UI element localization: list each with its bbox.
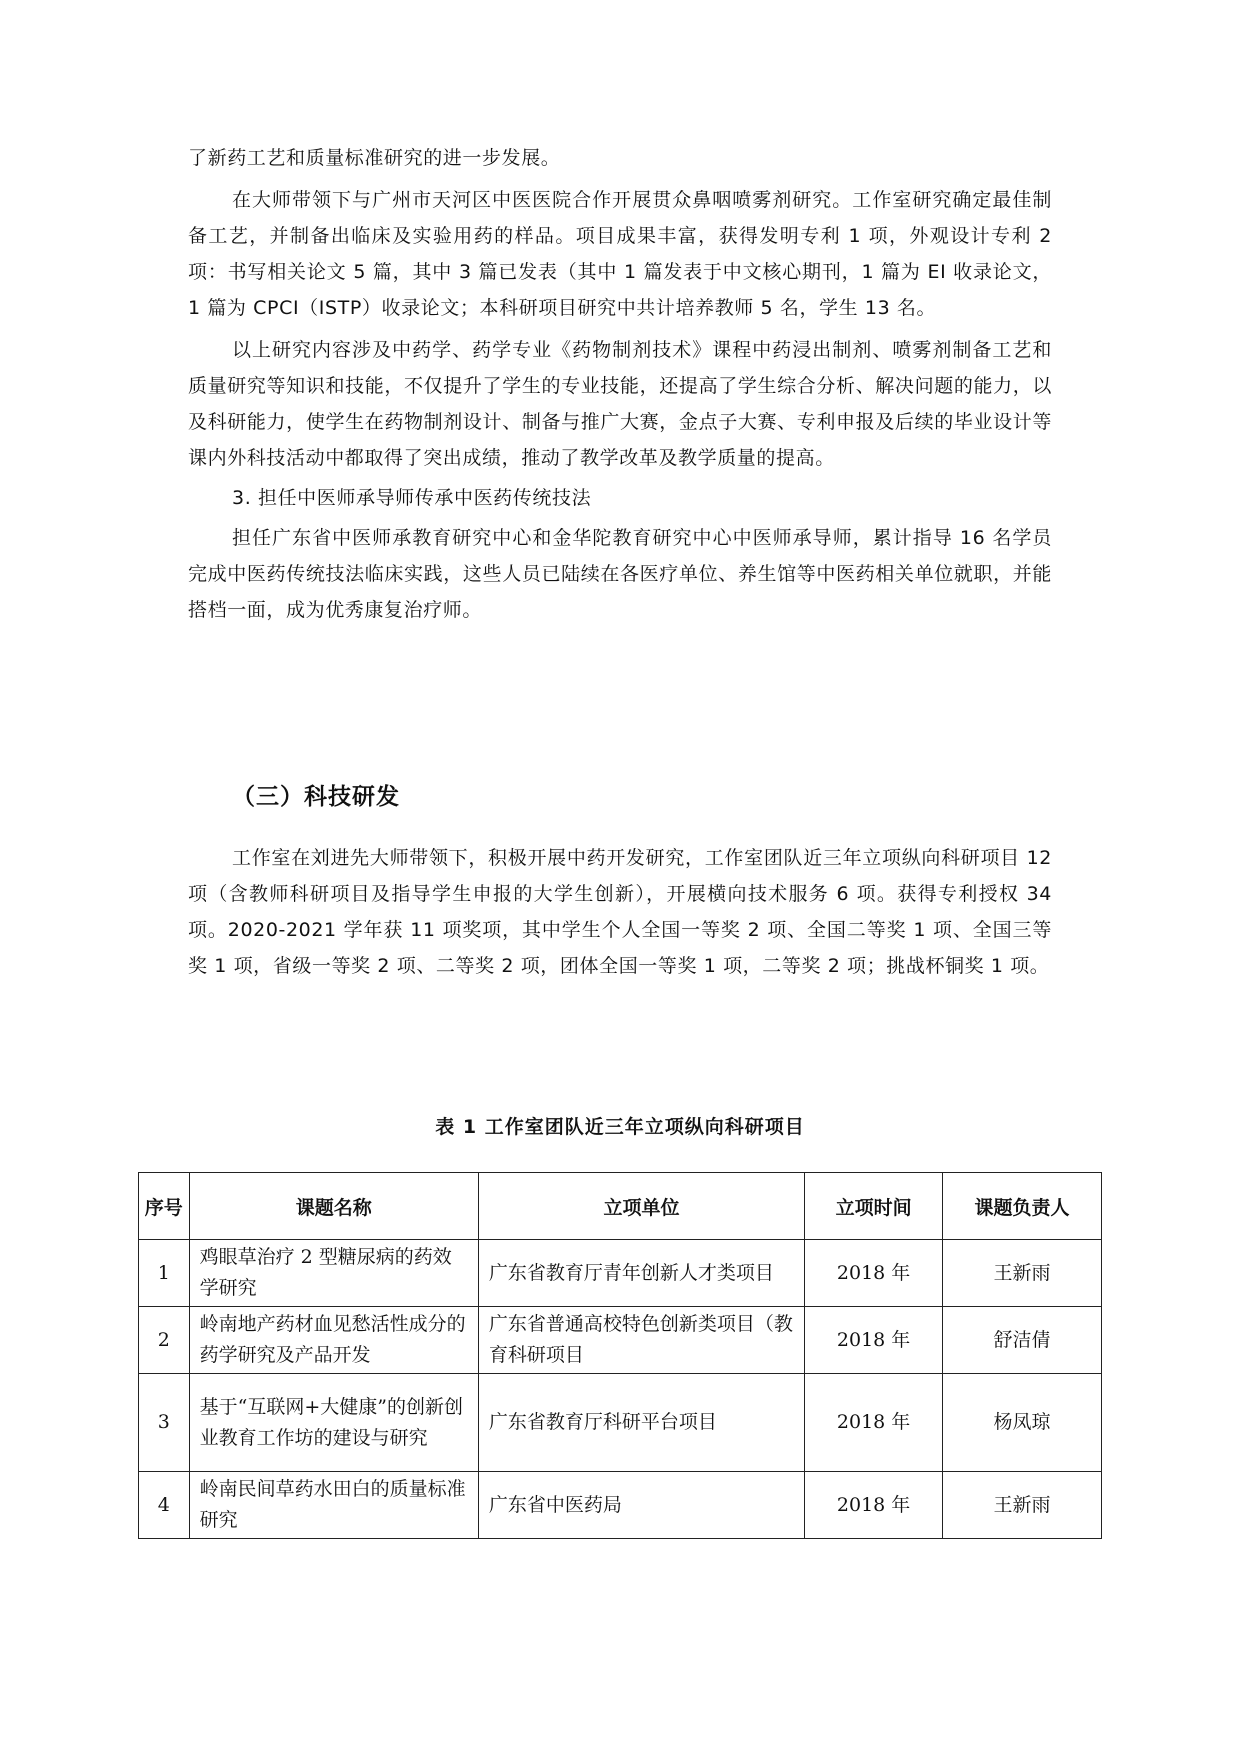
cell-title: 基于“互联网+大健康”的创新创业教育工作坊的建设与研究 — [189, 1374, 478, 1472]
cell-unit: 广东省中医药局 — [478, 1472, 804, 1539]
header-title: 课题名称 — [189, 1173, 478, 1240]
paragraph-course-content: 以上研究内容涉及中药学、药学专业《药物制剂技术》课程中药浸出制剂、喷雾剂制备工艺和质量研究等知识和技能，不仅提升了学生的专业技能，还提高了学生综合分析、解决问题的能力，以及科研能力，使学生在药物制剂设计、制备与推广大赛，金点子大赛、专利申报及后续的毕业设计等课内外科技活动中都取得了突出成绩，推动了教学改革及教学质量的提高。 — [188, 339, 1052, 469]
paragraph-continuation: 了新药工艺和质量标准研究的进一步发展。 — [188, 147, 561, 169]
header-unit: 立项单位 — [478, 1173, 804, 1240]
cell-year: 2018 年 — [805, 1472, 943, 1539]
cell-unit: 广东省教育厅青年创新人才类项目 — [478, 1240, 804, 1307]
subheading-mentor: 3. 担任中医师承导师传承中医药传统技法 — [232, 487, 592, 509]
header-year: 立项时间 — [805, 1173, 943, 1240]
cell-title: 岭南民间草药水田白的质量标准研究 — [189, 1472, 478, 1539]
cell-year: 2018 年 — [805, 1307, 943, 1374]
table-header-row — [139, 1173, 1102, 1240]
table-row — [139, 1307, 1102, 1374]
header-no: 序号 — [139, 1173, 190, 1240]
cell-lead: 舒洁倩 — [943, 1307, 1102, 1374]
table-row — [139, 1472, 1102, 1539]
cell-title: 岭南地产药材血见愁活性成分的药学研究及产品开发 — [189, 1307, 478, 1374]
cell-lead: 王新雨 — [943, 1472, 1102, 1539]
cell-no: 2 — [139, 1307, 190, 1374]
cell-unit: 广东省教育厅科研平台项目 — [478, 1374, 804, 1472]
cell-year: 2018 年 — [805, 1240, 943, 1307]
projects-table — [138, 1172, 1102, 1539]
header-lead: 课题负责人 — [943, 1173, 1102, 1240]
section-heading: （三）科技研发 — [232, 784, 400, 810]
cell-no: 4 — [139, 1472, 190, 1539]
cell-no: 1 — [139, 1240, 190, 1307]
paragraph-mentor: 担任广东省中医师承教育研究中心和金华陀教育研究中心中医师承导师，累计指导 16 名学员完成中医药传统技法临床实践，这些人员已陆续在各医疗单位、养生馆等中医药相关单位就职，并能搭档一面，成为优秀康复治疗师。 — [188, 527, 1052, 621]
cell-unit: 广东省普通高校特色创新类项目（教育科研项目 — [478, 1307, 804, 1374]
paragraph-research-summary: 工作室在刘进先大师带领下，积极开展中药开发研究，工作室团队近三年立项纵向科研项目 12 项（含教师科研项目及指导学生申报的大学生创新），开展横向技术服务 6 项。获得专利授权 34 项。2020-2021 学年获 11 项奖项，其中学生个人全国一等奖 2 项、全国二等奖 1 项、全国三等奖 1 项，省级一等奖 2 项、二等奖 2 项，团体全国一等奖 1 项，二等奖 2 项；挑战杯铜奖 1 项。 — [188, 847, 1052, 977]
research-text — [188, 840, 1052, 984]
cell-title: 鸡眼草治疗 2 型糖尿病的药效学研究 — [189, 1240, 478, 1307]
cell-no: 3 — [139, 1374, 190, 1472]
cell-lead: 杨凤琼 — [943, 1374, 1102, 1472]
table-row — [139, 1240, 1102, 1307]
cell-year: 2018 年 — [805, 1374, 943, 1472]
cell-lead: 王新雨 — [943, 1240, 1102, 1307]
body-text — [188, 140, 1052, 628]
table-caption: 表 1 工作室团队近三年立项纵向科研项目 — [435, 1116, 805, 1138]
table-row — [139, 1374, 1102, 1472]
paragraph-spray-research: 在大师带领下与广州市天河区中医医院合作开展贯众鼻咽喷雾剂研究。工作室研究确定最佳制备工艺，并制备出临床及实验用药的样品。项目成果丰富，获得发明专利 1 项，外观设计专利 2 项：书写相关论文 5 篇，其中 3 篇已发表（其中 1 篇发表于中文核心期刊，1 篇为 EI 收录论文，1 篇为 CPCI（ISTP）收录论文；本科研项目研究中共计培养教师 5 名，学生 13 名。 — [188, 189, 1052, 319]
